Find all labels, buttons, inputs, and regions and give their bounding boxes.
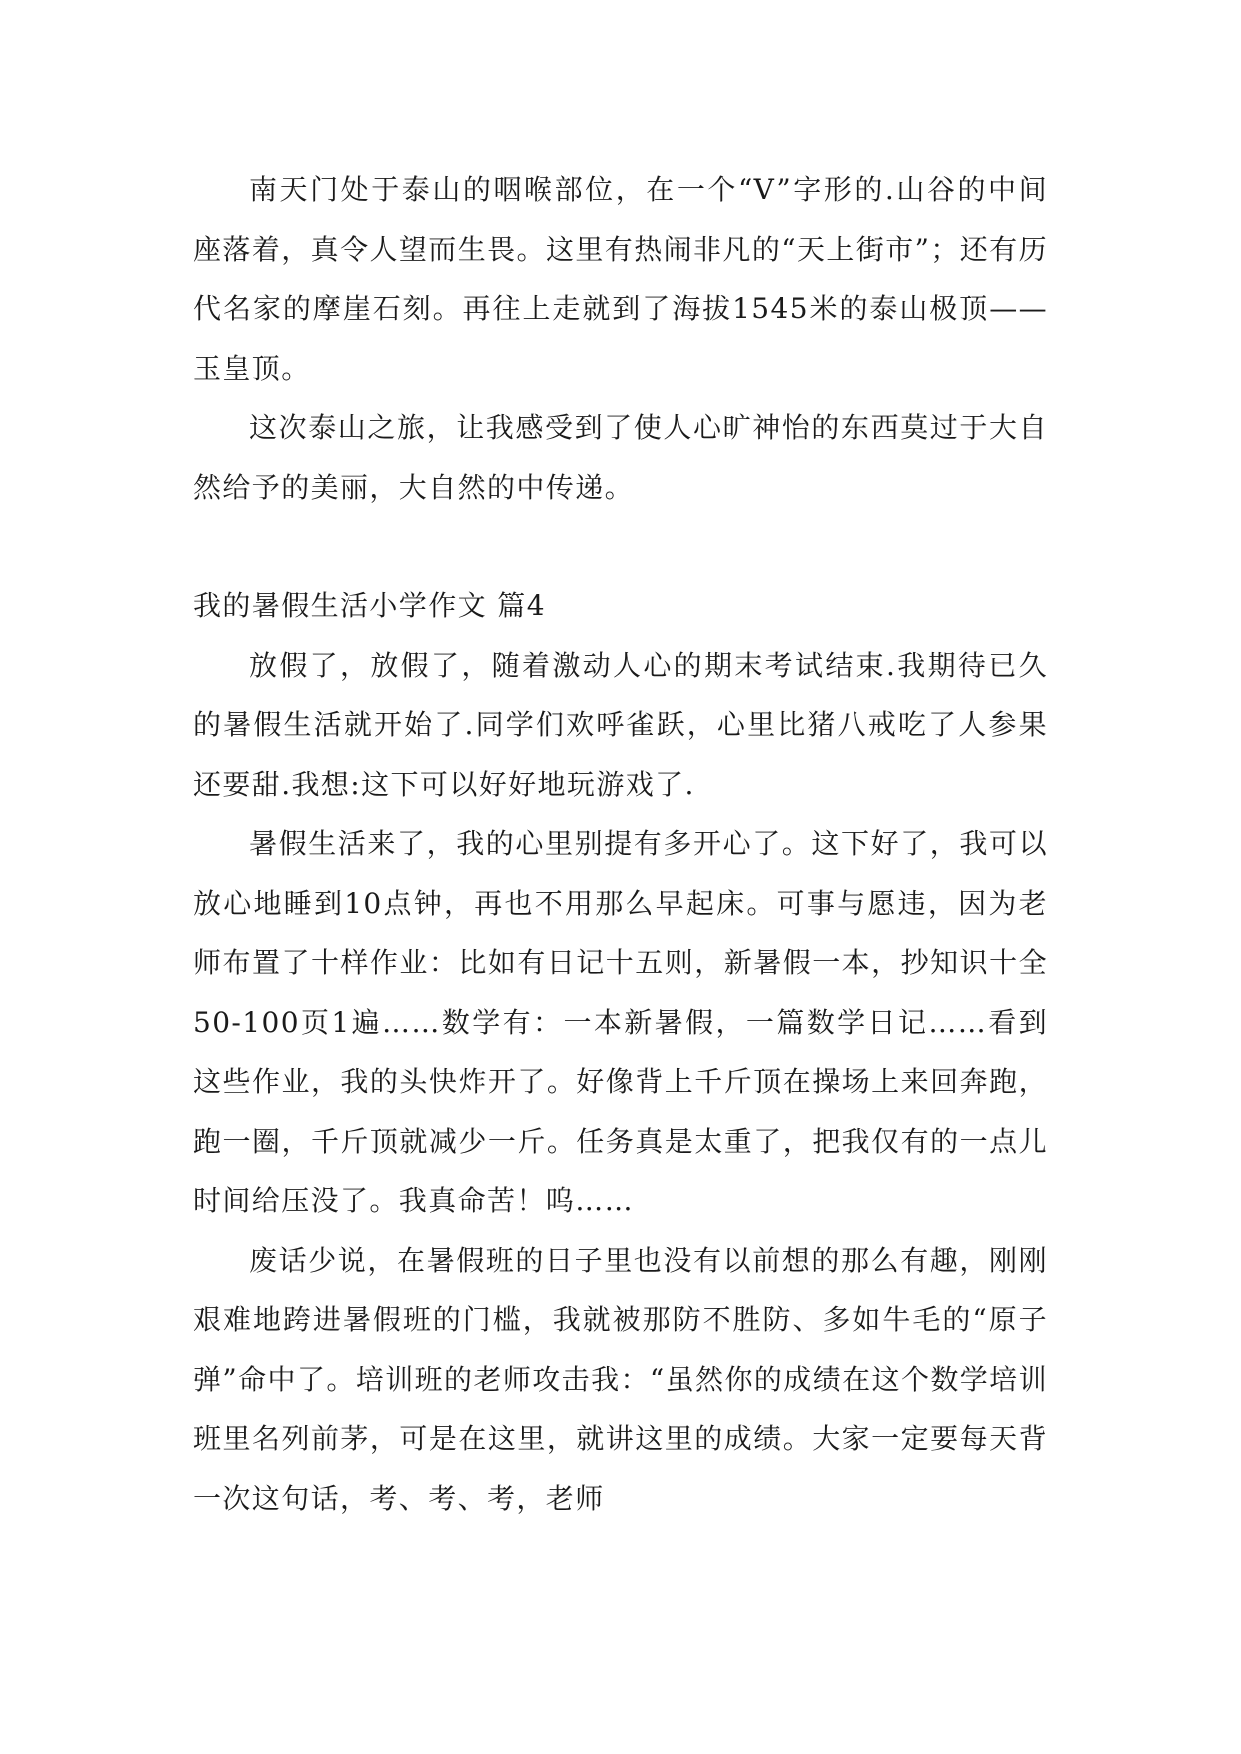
paragraph: 这次泰山之旅，让我感受到了使人心旷神怡的东西莫过于大自然给予的美丽，大自然的中传递。 <box>193 411 1048 504</box>
section-spacer <box>193 517 1048 576</box>
section-title: 我的暑假生活小学作文 篇4 <box>193 589 546 622</box>
paragraph: 南天门处于泰山的咽喉部位，在一个“V”字形的.山谷的中间座落着，真令人望而生畏。这里有热闹非凡的“天上街市”；还有历代名家的摩崖石刻。再往上走就到了海拔1545米的泰山极顶——玉皇顶。 <box>193 173 1048 385</box>
paragraph: 废话少说，在暑假班的日子里也没有以前想的那么有趣，刚刚艰难地跨进暑假班的门槛，我就被那防不胜防、多如牛毛的“原子弹”命中了。培训班的老师攻击我：“虽然你的成绩在这个数学培训班里名列前茅，可是在这里，就讲这里的成绩。大家一定要每天背一次这句话，考、考、考，老师 <box>193 1243 1048 1515</box>
paragraph: 放假了，放假了，随着激动人心的期末考试结束.我期待已久的暑假生活就开始了.同学们欢呼雀跃，心里比猪八戒吃了人参果还要甜.我想:这下可以好好地玩游戏了. <box>193 648 1048 801</box>
paragraph: 暑假生活来了，我的心里别提有多开心了。这下好了，我可以放心地睡到10点钟，再也不用那么早起床。可事与愿违，因为老师布置了十样作业：比如有日记十五则，新暑假一本，抄知识十全50-100页1遍……数学有：一本新暑假，一篇数学日记……看到这些作业，我的头快炸开了。好像背上千斤顶在操场上来回奔跑，跑一圈，千斤顶就减少一斤。任务真是太重了，把我仅有的一点儿时间给压没了。我真命苦！呜…… <box>193 827 1048 1217</box>
document-page <box>193 160 1048 1528</box>
